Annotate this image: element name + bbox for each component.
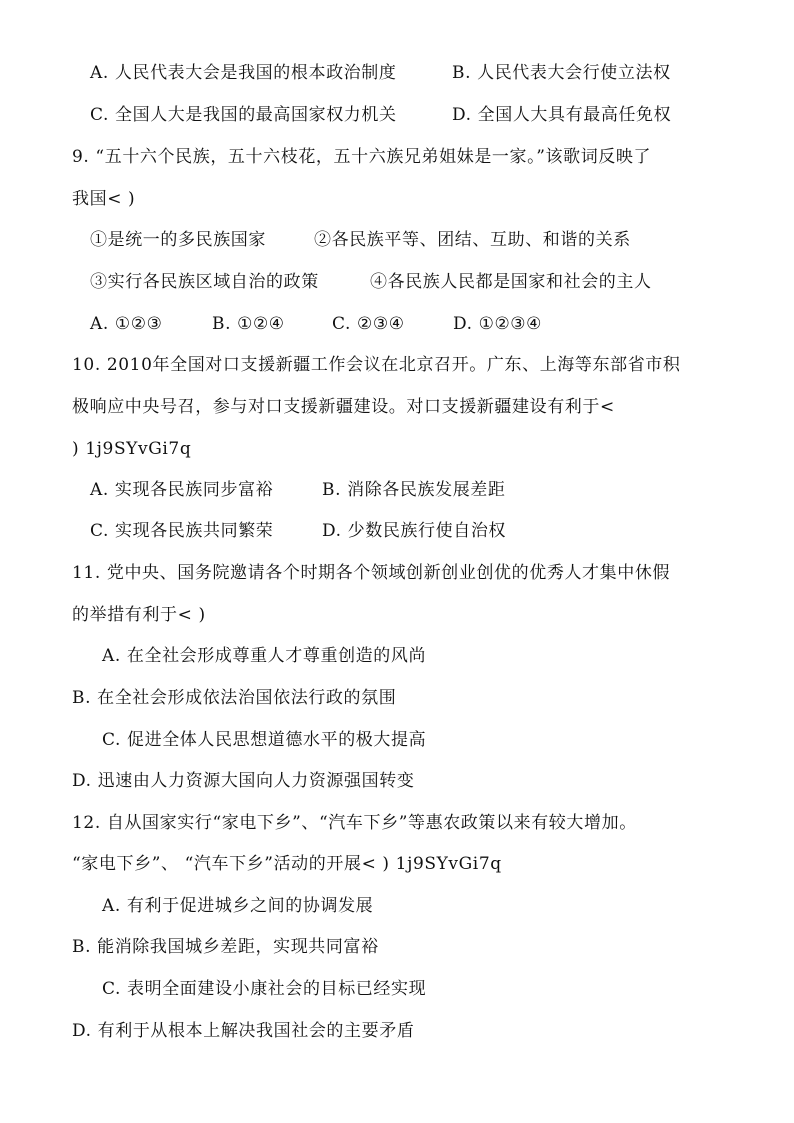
q10-option-d: D. 少数民族行使自治权 bbox=[322, 521, 507, 541]
q9-statements-row-2 bbox=[90, 271, 652, 293]
q9-stem-line-2: 我国< ) bbox=[72, 189, 136, 209]
q9-option-b: B. ①②④ bbox=[212, 314, 285, 334]
q9-statement-4: ④各民族人民都是国家和社会的主人 bbox=[370, 272, 652, 292]
q10-option-a: A. 实现各民族同步富裕 bbox=[90, 480, 274, 500]
q12-option-c: C. 表明全面建设小康社会的目标已经实现 bbox=[102, 979, 427, 999]
q8-options-row-2 bbox=[90, 104, 671, 126]
q8-options-row-1 bbox=[90, 62, 671, 84]
q9-options-row bbox=[90, 313, 542, 335]
q11-option-d: D. 迅速由人力资源大国向人力资源强国转变 bbox=[72, 771, 415, 791]
q10-option-c: C. 实现各民族共同繁荣 bbox=[90, 521, 274, 541]
q11-option-c: C. 促进全体人民思想道德水平的极大提高 bbox=[102, 730, 427, 750]
q9-statement-2: ②各民族平等、团结、互助、和谐的关系 bbox=[314, 230, 631, 250]
q9-statement-3: ③实行各民族区域自治的政策 bbox=[90, 272, 319, 292]
q10-options-row-2 bbox=[90, 520, 506, 542]
q8-option-a: A. 人民代表大会是我国的根本政治制度 bbox=[90, 63, 397, 83]
q11-option-a: A. 在全社会形成尊重人才尊重创造的风尚 bbox=[102, 646, 427, 666]
q8-option-d: D. 全国人大具有最高任免权 bbox=[452, 105, 672, 125]
q9-stem-line-1: 9. “五十六个民族，五十六枝花，五十六族兄弟姐妹是一家。”该歌词反映了 bbox=[72, 147, 652, 167]
q12-stem-line-1: 12. 自从国家实行“家电下乡”、“汽车下乡”等惠农政策以来有较大增加。 bbox=[72, 813, 637, 833]
q12-stem-line-2: “家电下乡”、 “汽车下乡”活动的开展< ) 1j9SYvGi7q bbox=[72, 854, 502, 874]
q9-option-a: A. ①②③ bbox=[90, 314, 163, 334]
q8-option-c: C. 全国人大是我国的最高国家权力机关 bbox=[90, 105, 397, 125]
q9-option-c: C. ②③④ bbox=[332, 314, 405, 334]
q11-stem-line-1: 11. 党中央、国务院邀请各个时期各个领域创新创业创优的优秀人才集中休假 bbox=[72, 563, 671, 583]
q10-stem-line-2: 极响应中央号召，参与对口支援新疆建设。对口支援新疆建设有利于< bbox=[72, 397, 615, 417]
q11-stem-line-2: 的举措有利于< ) bbox=[72, 605, 206, 625]
q10-options-row-1 bbox=[90, 479, 506, 501]
q10-stem-line-1: 10. 2010年全国对口支援新疆工作会议在北京召开。广东、上海等东部省市积 bbox=[72, 355, 681, 375]
q12-option-a: A. 有利于促进城乡之间的协调发展 bbox=[102, 896, 374, 916]
q9-statements-row-1 bbox=[90, 229, 631, 251]
q11-option-b: B. 在全社会形成依法治国依法行政的氛围 bbox=[72, 688, 397, 708]
q10-stem-line-3: ) 1j9SYvGi7q bbox=[72, 439, 192, 459]
q8-option-b: B. 人民代表大会行使立法权 bbox=[452, 63, 671, 83]
q9-option-d: D. ①②③④ bbox=[453, 314, 542, 334]
q9-statement-1: ①是统一的多民族国家 bbox=[90, 230, 266, 250]
q12-option-d: D. 有利于从根本上解决我国社会的主要矛盾 bbox=[72, 1021, 415, 1041]
q10-option-b: B. 消除各民族发展差距 bbox=[322, 480, 506, 500]
q12-option-b: B. 能消除我国城乡差距，实现共同富裕 bbox=[72, 937, 379, 957]
